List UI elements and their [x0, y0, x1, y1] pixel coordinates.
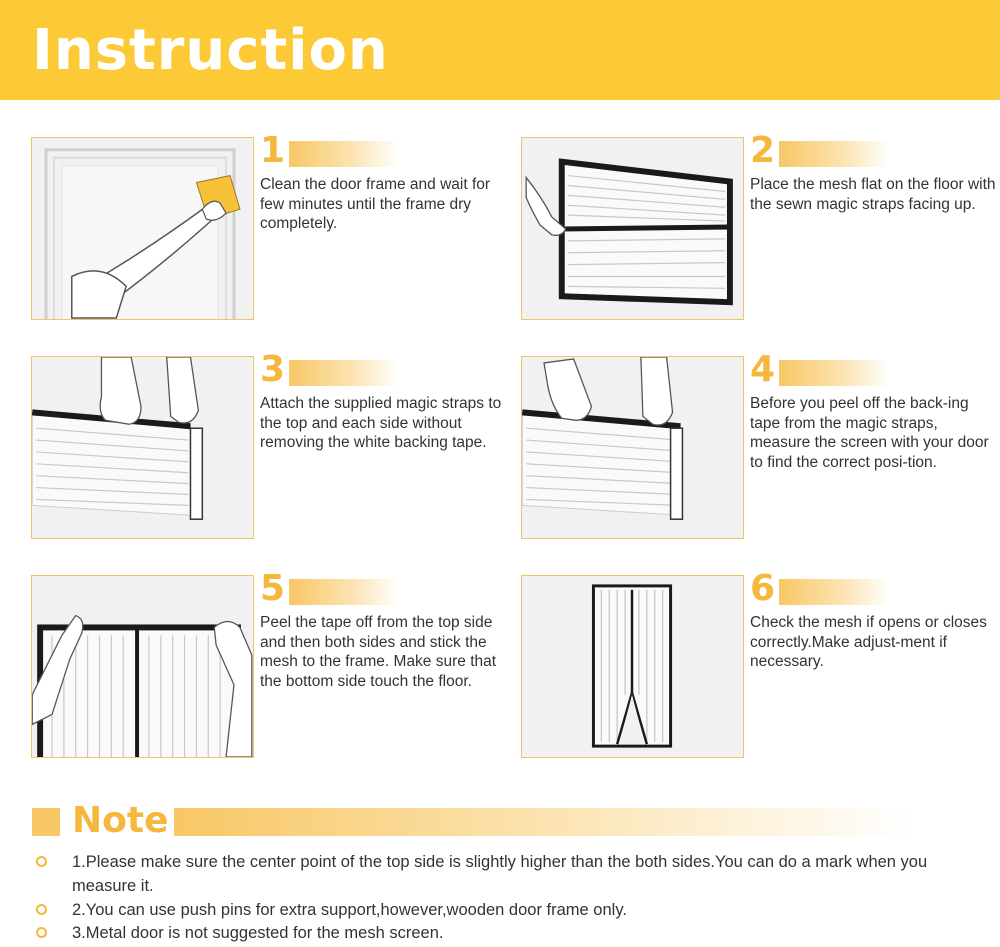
step-3	[31, 349, 521, 541]
bullet-icon	[36, 927, 47, 938]
step-number: 4	[750, 349, 776, 390]
step-text: Check the mesh if opens or closes correctly.Make adjust-ment if necessary.	[750, 614, 987, 670]
step-2-illustration	[521, 137, 744, 320]
bullet-icon	[36, 856, 47, 867]
note-item-1: 1.Please make sure the center point of the top side is slightly higher than the both sides.You can do a mark when you measure it.	[72, 853, 928, 895]
step-text: Attach the supplied magic straps to the top and each side without removing the white backing tape.	[260, 395, 502, 451]
step-number-bar	[779, 141, 889, 167]
door-frame-cleaning-icon	[32, 138, 253, 319]
step-text: Place the mesh flat on the floor with the sewn magic straps facing up.	[750, 176, 996, 213]
step-number-bar	[289, 360, 399, 386]
step-text: Clean the door frame and wait for few minutes until the frame dry completely.	[260, 176, 491, 232]
step-number-bar	[289, 141, 399, 167]
step-2	[521, 130, 1000, 322]
note-title: Note	[72, 800, 169, 841]
attach-straps-icon	[32, 357, 253, 538]
note-item-2: 2.You can use push pins for extra support,however,wooden door frame only.	[72, 901, 627, 919]
check-mesh-icon	[522, 576, 743, 757]
bullet-icon	[36, 904, 47, 915]
step-text: Before you peel off the back-ing tape from the magic straps, measure the screen with your door to find the correct posi-tion.	[750, 395, 989, 471]
step-number: 2	[750, 130, 776, 171]
step-4-illustration	[521, 356, 744, 539]
note-marker	[32, 808, 60, 836]
step-5	[31, 568, 521, 760]
mesh-flat-icon	[522, 138, 743, 319]
step-1-illustration	[31, 137, 254, 320]
step-1	[31, 130, 521, 322]
step-6	[521, 568, 1000, 760]
step-number: 5	[260, 568, 286, 609]
step-number-bar	[779, 579, 889, 605]
step-number-bar	[779, 360, 889, 386]
step-4	[521, 349, 1000, 541]
stick-mesh-icon	[32, 576, 253, 757]
page-title: Instruction	[32, 18, 389, 83]
step-number: 1	[260, 130, 286, 171]
step-number-bar	[289, 579, 399, 605]
note-item-3: 3.Metal door is not suggested for the mesh screen.	[72, 924, 444, 942]
measure-screen-icon	[522, 357, 743, 538]
header-banner	[0, 0, 1000, 100]
step-6-illustration	[521, 575, 744, 758]
step-number: 3	[260, 349, 286, 390]
step-number: 6	[750, 568, 776, 609]
step-3-illustration	[31, 356, 254, 539]
step-5-illustration	[31, 575, 254, 758]
step-text: Peel the tape off from the top side and then both sides and stick the mesh to the frame. Make sure that the bottom side touch the floor.	[260, 614, 497, 690]
note-divider-bar	[174, 808, 914, 836]
